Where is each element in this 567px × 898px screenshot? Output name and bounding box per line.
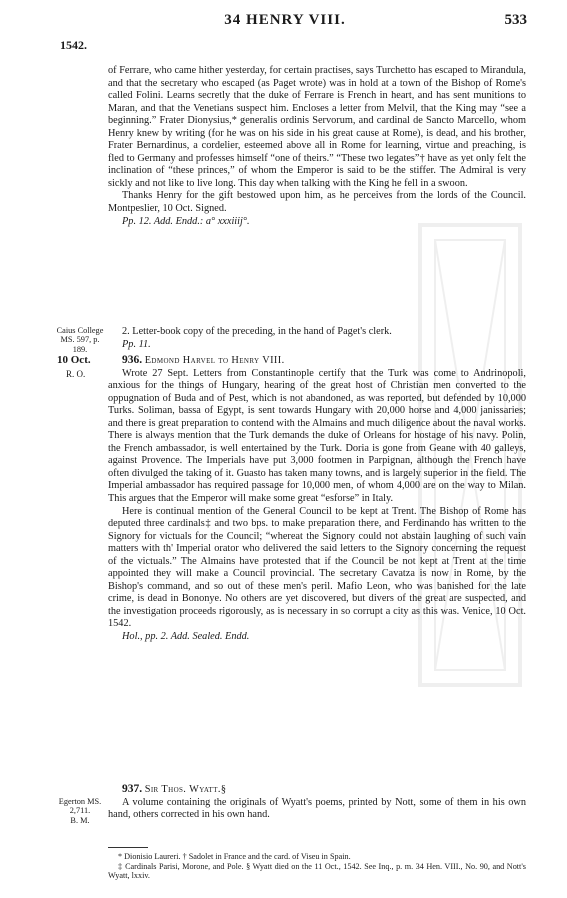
margin-egerton-reference [56, 797, 104, 825]
year-label: 1542. [60, 38, 87, 52]
egerton-ms: Egerton MS. 2,711. [58, 797, 102, 816]
letter-book-block [108, 326, 526, 351]
footnote-line-2: ‡ Cardinals Parisi, Morone, and Pole. § Wyatt died on the 11 Oct., 1542. See Inq., p. m. 34 Hen. VIII., No. 90, and Nott's Wyatt, lxxiv. [108, 861, 526, 881]
entry-number-937: 937. [122, 783, 143, 795]
egerton-code: B. M. [70, 815, 90, 825]
footnote-rule [108, 847, 148, 848]
entry-937 [108, 783, 526, 822]
entry-936-body-1: Wrote 27 Sept. Letters from Constantinople certify that the Turk was come to Andrinopoli, anxious for the things of Hungary, hearing of the great host of Christian men converted to the oppugnation of Buda and of Pest, which is not abandoned, as was reported, but defended by 10,000 Turks. Soliman, bassa of Egypt, is sent towards Hungary with 20,000 horse and 4,000 janissaries; and there is great preparation to contend with the Almains and much diligence about the naval works. There is always mention that the Turk demands the duke of Orleans for hostage of his navy. Polin, the French ambassador, is well entertained by the Turk. Doria is gone from Geane with 40 galleys, against Provence. The Imperials have put 3,000 footmen in Parpignan, although the French have often divulged the taking of it. Guasto has taken many towns, and is largely superior in the field. The Imperial ambassador has required passage for 10,000 men, of whom 4,000 are on the way to Milan. This argues that the Emperor will make some great “esforse” in Italy. [108, 367, 526, 505]
footnote-line-1: * Dionisio Laureri. † Sadolet in France and the card. of Viseu in Spain. [118, 852, 351, 861]
footnotes [108, 852, 526, 881]
continuation-block [108, 65, 526, 228]
entry-936-meta: Hol., pp. 2. Add. Sealed. Endd. [122, 631, 250, 643]
running-head: 34 HENRY VIII. [224, 12, 346, 28]
entry-title-937: Sir Thos. Wyatt.§ [144, 784, 227, 795]
margin-date-936: 10 Oct. [57, 354, 91, 366]
margin-caius-reference: Caius College MS. 597, p. 189. [56, 326, 104, 354]
continuation-paragraph: of Ferrare, who came hither yesterday, for certain practises, says Turchetto has escaped to Mirandula, and that the secretary who escaped (as Paget wrote) was in hold at a town of the Bishop of Rome's called Folini. Learns secretly that the duke of Ferrare is French in heart, and has sent munitions to Maran, and that the Venetians suspect him. Encloses a letter from Melvil, that the King may “see a beginning.” Frater Dionysius,* generalis ordinis Servorum, and cardinal de Sancto Marcello, whom Henry knew by writing (for he was on his side in his great cause at Rome), is dead, and his brother, Frater Bernardinus, a cordelier, esteemed above all in Rome for learning, virtue and preaching, is fled to Germany and professes himself “one of theirs.” “These two legates”† have as yet only felt the inclination of “these princes,” of whom the Emperor is said to be the stiffer. The Admiral is very sickly and not like to live long. This day when talking with the King he fell in a swoon. [108, 65, 526, 189]
entry-number-936: 936. [122, 354, 143, 366]
thanks-paragraph: Thanks Henry for the gift bestowed upon him, as he perceives from the lords of the Council. Montpeslier, 10 Oct. Signed. [108, 190, 526, 215]
page-number: 533 [504, 12, 527, 28]
endorsement-note: Pp. 12. Add. Endd.: a° xxxiiij°. [122, 215, 250, 227]
entry-937-body: A volume containing the originals of Wyatt's poems, printed by Nott, some of them in his own hand, others corrected in his own hand. [108, 796, 526, 821]
margin-code-936: R. O. [66, 369, 86, 379]
letter-book-pages: Pp. 11. [122, 338, 151, 350]
entry-936 [108, 354, 526, 644]
letter-book-paragraph: 2. Letter-book copy of the preceding, in the hand of Paget's clerk. [122, 326, 392, 337]
entry-title-936: Edmond Harvel to Henry VIII. [144, 355, 285, 366]
entry-936-body-2: Here is continual mention of the General Council to be kept at Trent. The Bishop of Rome has deputed three cardinals‡ and two bps. to make preparation there, and Ferdinando has written to the Signory for victuals for the Council; “whereat the Signory could not abstain laughing of such vain matters with th' Imperial orator who delivered the said letters to the Signory concerning the request of the victuals.” The Almains have protested that if the Council be not kept at Trent at the time appointed they will make a Council provincial. The secretary Cavatza is now in Rome, by the Bishop's command, and so out of these men's peril. Mafio Leon, who was banished for the late crime, is dead in Bononye. No others are yet discovered, but divers of the great are suspected, and the investigation proceeds rigorously, as is necessary in so corrupt a city as this was. Venice, 10 Oct. 1542. [108, 505, 526, 630]
